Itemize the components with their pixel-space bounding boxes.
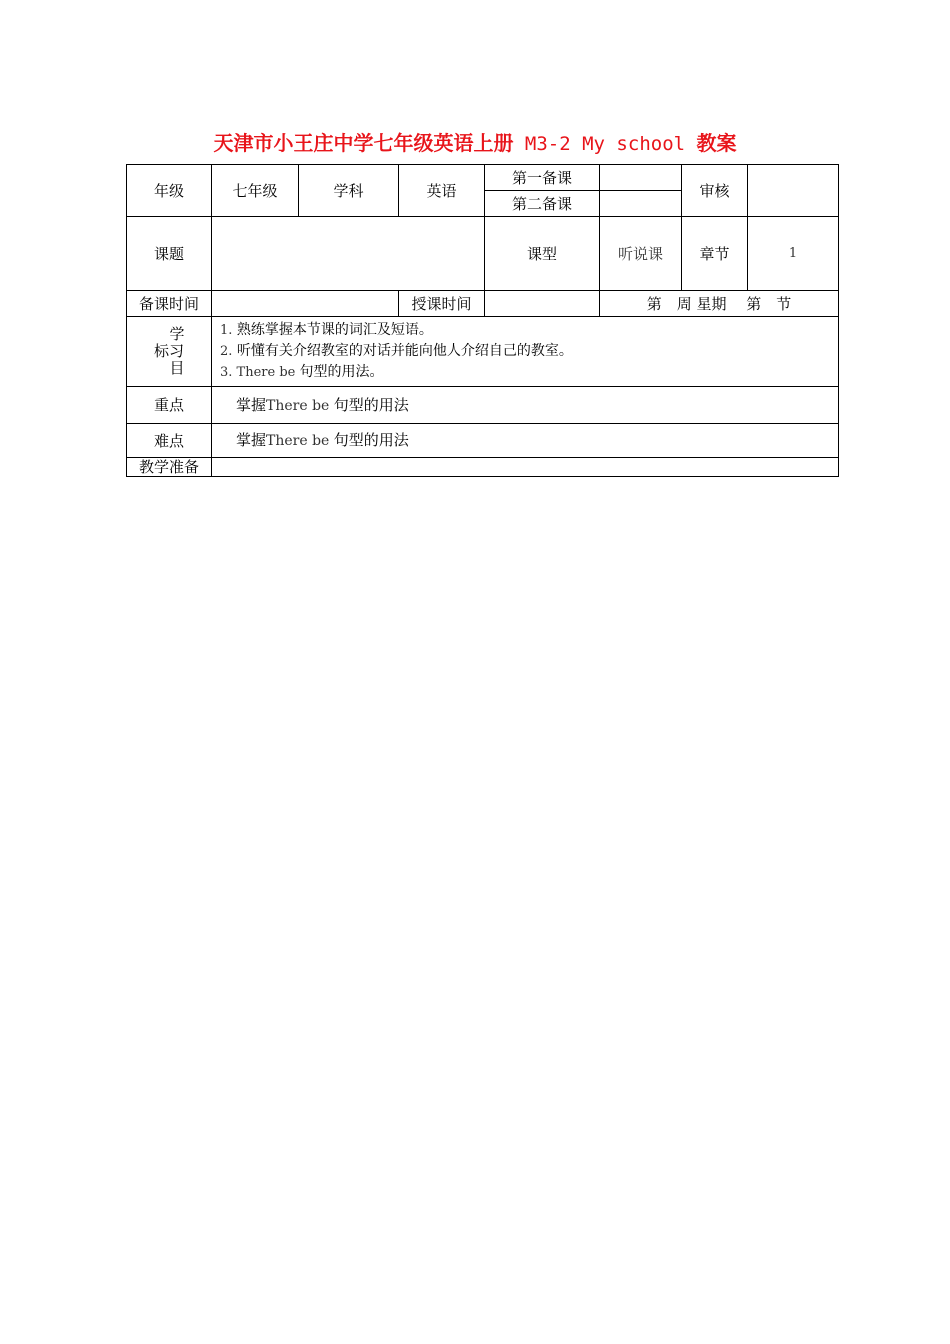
list-item: 2. 听懂有关介绍教室的对话并能向他人介绍自己的教室。	[220, 343, 573, 359]
goals-label-line-2: 标习	[153, 342, 184, 360]
difficult-point-label: 难点	[127, 424, 212, 458]
title-suffix: 教案	[696, 131, 737, 155]
second-prep-value	[600, 191, 682, 217]
first-prep-label: 第一备课	[485, 165, 600, 191]
difficult-point-value: 掌握There be 句型的用法	[212, 424, 839, 458]
topic-label: 课题	[127, 217, 212, 291]
grade-value: 七年级	[212, 165, 299, 217]
list-item: 1. 熟练掌握本节课的词汇及短语。	[220, 322, 433, 338]
table-row	[127, 291, 839, 317]
table-row	[127, 387, 839, 424]
title-lesson-code: M3-2 My school	[513, 133, 697, 155]
prep-time-label: 备课时间	[127, 291, 212, 317]
section-label: 章节	[682, 217, 748, 291]
first-prep-value	[600, 165, 682, 191]
lesson-type-label: 课型	[485, 217, 600, 291]
title-chinese: 天津市小王庄中学七年级英语上册	[213, 131, 514, 155]
teaching-preparation-label: 教学准备	[127, 458, 212, 477]
topic-value	[212, 217, 485, 291]
learning-goals-list	[212, 317, 839, 387]
teach-time-value	[485, 291, 600, 317]
table-row	[127, 424, 839, 458]
table-row	[127, 217, 839, 291]
second-prep-label: 第二备课	[485, 191, 600, 217]
key-point-label: 重点	[127, 387, 212, 424]
goals-label-line-1: 学	[169, 325, 185, 343]
grade-label: 年级	[127, 165, 212, 217]
table-row	[127, 165, 839, 191]
lesson-plan-table	[126, 164, 839, 477]
prep-time-value	[212, 291, 399, 317]
table-row	[127, 317, 839, 387]
key-point-value: 掌握There be 句型的用法	[212, 387, 839, 424]
subject-value: 英语	[399, 165, 485, 217]
learning-goals-label	[127, 317, 212, 387]
teach-time-label: 授课时间	[399, 291, 485, 317]
review-label: 审核	[682, 165, 748, 217]
goals-label-line-3: 目	[169, 359, 185, 377]
section-value: 1	[748, 217, 839, 291]
week-schedule: 第 周 星期 第 节	[600, 291, 839, 317]
list-item: 3. There be 句型的用法。	[220, 364, 384, 380]
review-value	[748, 165, 839, 217]
teaching-preparation-value	[212, 458, 839, 477]
lesson-type-value: 听说课	[600, 217, 682, 291]
table-row	[127, 458, 839, 477]
subject-label: 学科	[299, 165, 399, 217]
document-title	[0, 127, 950, 156]
